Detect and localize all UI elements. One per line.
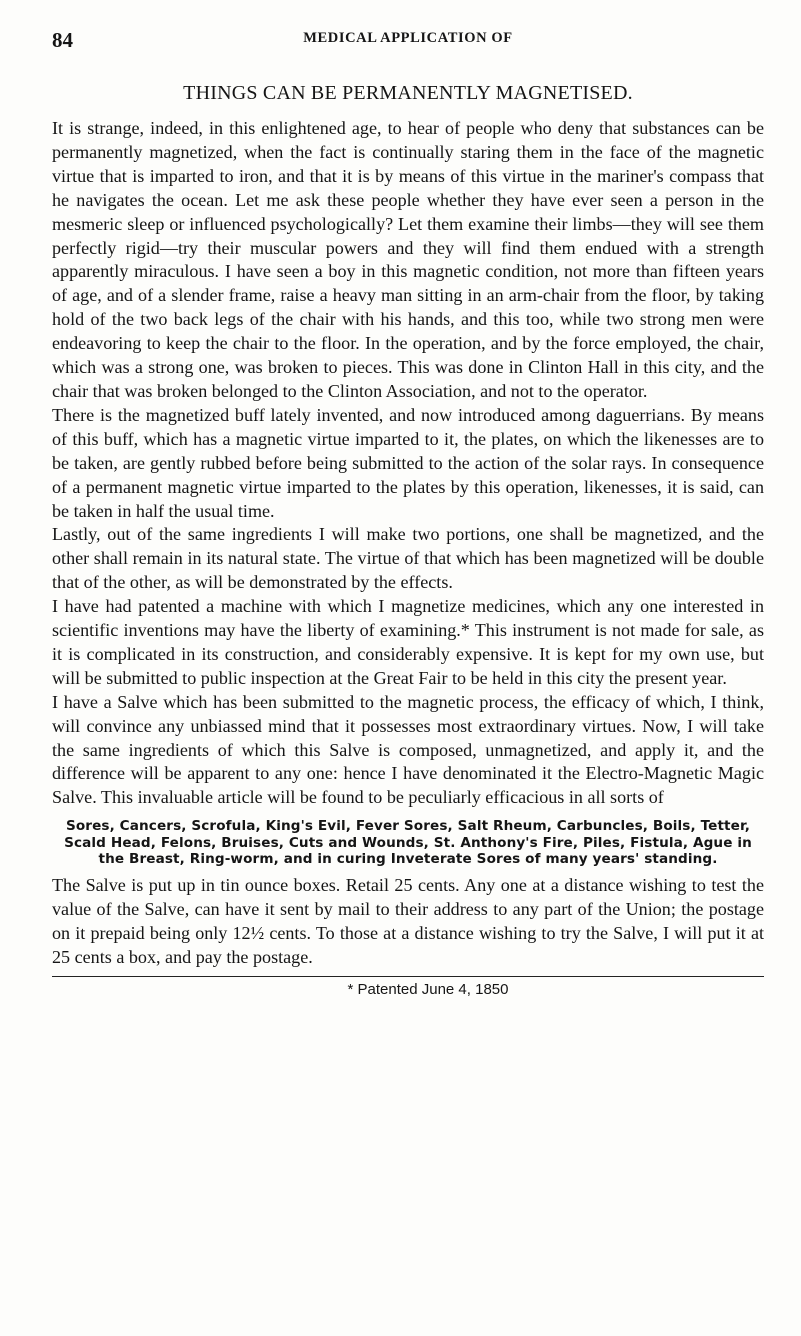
paragraph-two-portions: Lastly, out of the same ingredients I will make two portions, one shall be magnetized, and the other shall remain in its natural state. The virtue of that which has been magnetized will be double that of the other, as will be demonstrated by the effects. xyxy=(52,524,764,593)
section-title: THINGS CAN BE PERMANENTLY MAGNETISED. xyxy=(183,82,633,104)
paragraph-magic-salve: I have a Salve which has been submitted to the magnetic process, the efficacy of which, I think, will convince any unbiassed mind that it possesses most extraordinary virtues. Now, I will take the same ingredients of which this Salve is composed, unmagnetized, and apply it, and the difference will be apparent to any one: hence I have denominated it the Electro-Magnetic Magic Salve. This invaluable article will be found to be peculiarly efficacious in all sorts of xyxy=(52,691,764,808)
footnote: * Patented June 4, 1850 xyxy=(347,980,509,998)
footnote-divider xyxy=(52,976,764,977)
paragraph-salve-price: The Salve is put up in tin ounce boxes. Retail 25 cents. Any one at a distance wishing to test the value of the Salve, can have it sent by mail to their address to any part of the Union; the postage on it prepaid being only 12½ cents. To those at a distance wishing to try the Salve, I will put it at 25 cents a box, and pay the postage. xyxy=(52,875,764,967)
book-page xyxy=(52,28,764,998)
ailments-list: Sores, Cancers, Scrofula, King's Evil, Fever Sores, Salt Rheum, Carbuncles, Boils, Tetter, Scald Head, Felons, Bruises, Cuts and Wounds, St. Anthony's Fire, Piles, Fistula, Ague in the Breast, Ring-worm, and in curing Inveterate Sores of many years' standing. xyxy=(64,818,752,868)
running-title: MEDICAL APPLICATION OF xyxy=(303,30,513,46)
running-head xyxy=(52,28,764,52)
paragraph-patented-machine: I have had patented a machine with which I magnetize medicines, which any one interested in scientific inventions may have the liberty of examining.* This instrument is not made for sale, as it is complicated in its construction, and considerably expensive. It is kept for my own use, but will be submitted to public inspection at the Great Fair to be held in this city the present year. xyxy=(52,596,764,688)
paragraph-magnetized-buff: There is the magnetized buff lately invented, and now introduced among daguerrians. By means of this buff, which has a magnetic virtue imparted to it, the plates, on which the likenesses are to be taken, are gently rubbed before being submitted to the action of the solar rays. In consequence of a permanent magnetic virtue imparted to the plates by this operation, likenesses, it is said, can be taken in half the usual time. xyxy=(52,404,764,521)
page-number: 84 xyxy=(52,28,73,52)
paragraph-strange-fact: It is strange, indeed, in this enlightened age, to hear of people who deny that substances can be permanently magnetized, when the fact is continually staring them in the face of the magnetic virtue that is imparted to iron, and that it is by means of this virtue in the mariner's compass that he navigates the ocean. Let me ask these people whether they have ever seen a person in the mesmeric sleep or influenced psychologically? Let them examine their limbs—they will see them perfectly rigid—try their muscular powers and they will find them endued with a strength apparently miraculous. I have seen a boy in this magnetic condition, not more than fifteen years of age, and of a slender frame, raise a heavy man sitting in an arm-chair from the floor, by taking hold of the two back legs of the chair with his hands, and this too, while two strong men were endeavoring to keep the chair to the floor. In the operation, and by the force employed, the chair, which was a strong one, was broken to pieces. This was done in Clinton Hall in this city, and the chair that was broken belonged to the Clinton Association, and not to the operator. xyxy=(52,118,764,401)
